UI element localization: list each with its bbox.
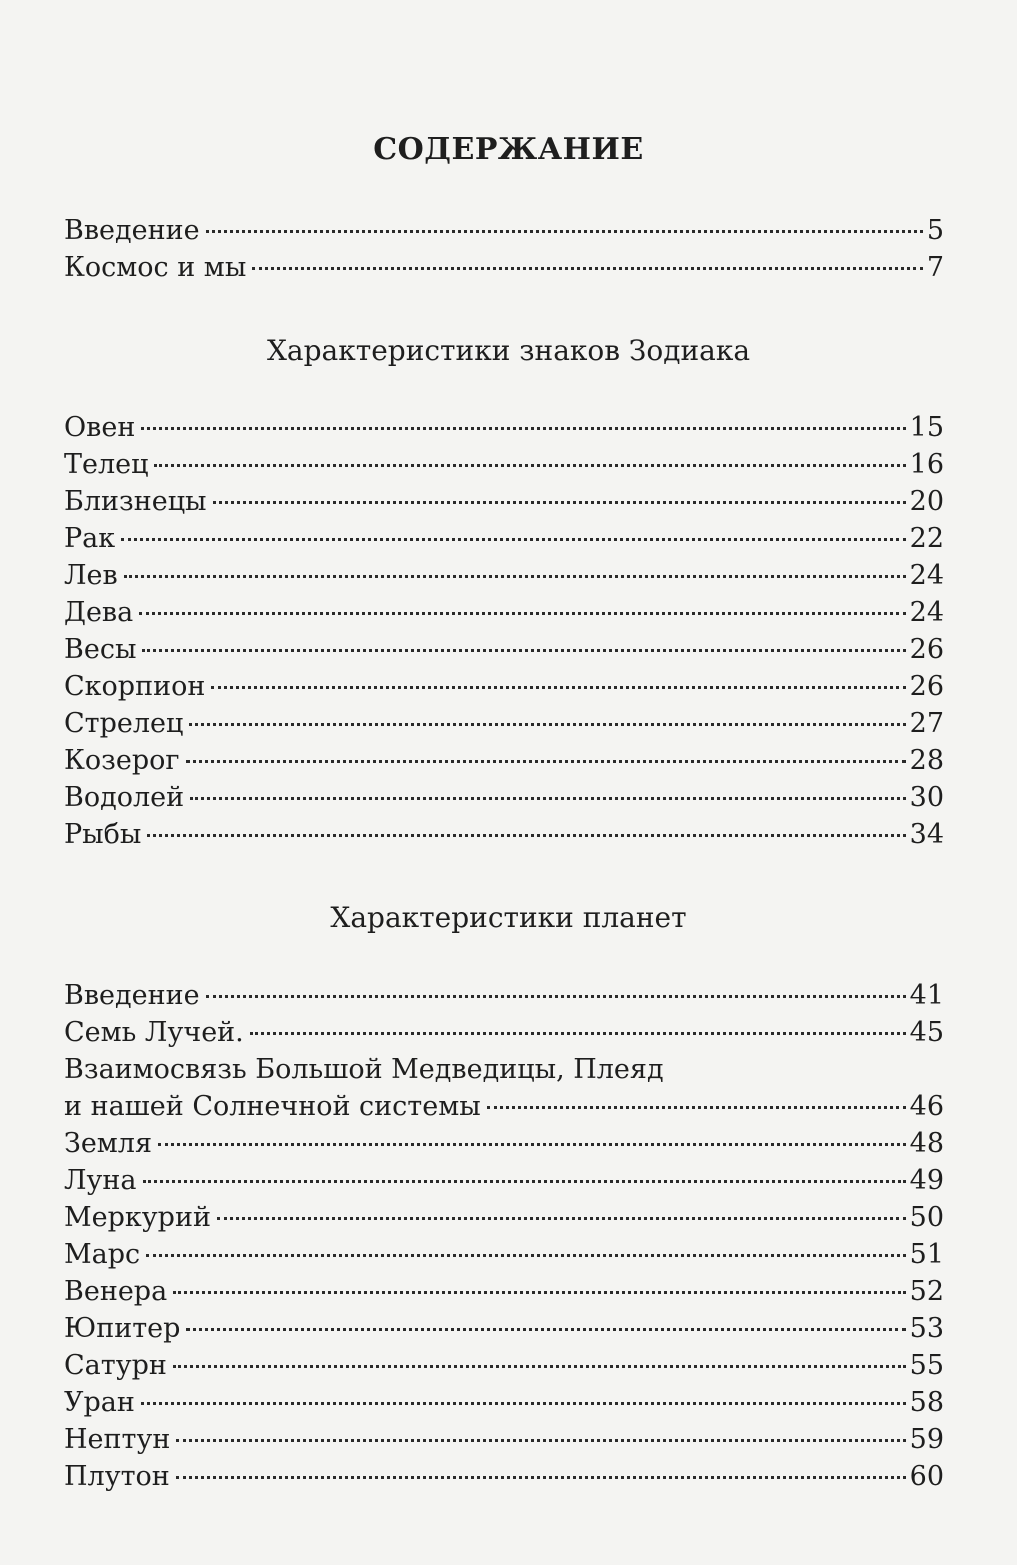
toc-entry-label: Плутон bbox=[64, 1461, 170, 1492]
toc-entry-page: 46 bbox=[909, 1091, 944, 1122]
toc-entry-page: 34 bbox=[909, 819, 944, 850]
planets-toc-list bbox=[64, 977, 944, 1495]
toc-entry[interactable] bbox=[64, 1162, 944, 1199]
dot-leader bbox=[141, 427, 905, 430]
toc-entry-label: Водолей bbox=[64, 782, 185, 813]
toc-entry[interactable] bbox=[64, 816, 944, 853]
toc-entry-page: 15 bbox=[909, 412, 944, 443]
toc-entry-label: Марс bbox=[64, 1239, 141, 1270]
toc-entry-label: Нептун bbox=[64, 1424, 171, 1455]
toc-entry-page: 50 bbox=[909, 1202, 944, 1233]
toc-entry-page: 26 bbox=[909, 634, 944, 665]
toc-entry-label: Скорпион bbox=[64, 671, 206, 702]
dot-leader bbox=[146, 1254, 905, 1257]
toc-entry-page: 59 bbox=[909, 1424, 944, 1455]
dot-leader bbox=[189, 723, 905, 726]
zodiac-toc-list bbox=[64, 409, 944, 853]
toc-entry-label: Космос и мы bbox=[64, 252, 247, 283]
toc-entry[interactable] bbox=[64, 1384, 944, 1421]
dot-leader bbox=[139, 612, 905, 615]
toc-entry-label: Рыбы bbox=[64, 819, 142, 850]
toc-entry-label: Юпитер bbox=[64, 1313, 181, 1344]
toc-entry-page: 24 bbox=[909, 597, 944, 628]
dot-leader bbox=[206, 995, 906, 998]
toc-entry-page: 55 bbox=[909, 1350, 944, 1381]
toc-entry-label: Введение bbox=[64, 215, 200, 246]
toc-entry-page: 26 bbox=[909, 671, 944, 702]
toc-entry-page: 28 bbox=[909, 745, 944, 776]
toc-entry-page: 30 bbox=[909, 782, 944, 813]
toc-entry-page: 48 bbox=[909, 1128, 944, 1159]
dot-leader bbox=[176, 1439, 905, 1442]
toc-entry[interactable] bbox=[64, 1125, 944, 1162]
toc-entry-label: Весы bbox=[64, 634, 137, 665]
toc-entry[interactable] bbox=[64, 1458, 944, 1495]
toc-entry[interactable] bbox=[64, 1236, 944, 1273]
toc-entry-label: Козерог bbox=[64, 745, 180, 776]
dot-leader bbox=[211, 686, 905, 689]
toc-entry-label: Земля bbox=[64, 1128, 152, 1159]
dot-leader bbox=[143, 1180, 906, 1183]
zodiac-section-title: Характеристики знаков Зодиака bbox=[266, 334, 751, 367]
toc-entry[interactable] bbox=[64, 1199, 944, 1236]
page-title: СОДЕРЖАНИЕ bbox=[373, 132, 644, 167]
toc-entry-page: 16 bbox=[909, 449, 944, 480]
toc-entry[interactable] bbox=[64, 557, 944, 594]
toc-entry-label: Семь Лучей. bbox=[64, 1017, 244, 1048]
toc-entry-label: Рак bbox=[64, 523, 116, 554]
intro-toc-list bbox=[64, 212, 944, 286]
toc-entry-label: Дева bbox=[64, 597, 134, 628]
dot-leader bbox=[173, 1365, 906, 1368]
toc-entry-page: 24 bbox=[909, 560, 944, 591]
toc-entry-label: Венера bbox=[64, 1276, 168, 1307]
toc-entry-label: Сатурн bbox=[64, 1350, 167, 1381]
toc-entry-label-line1: Взаимосвязь Большой Медведицы, Плеяд bbox=[64, 1054, 664, 1085]
toc-entry[interactable] bbox=[64, 1273, 944, 1310]
dot-leader bbox=[206, 230, 923, 233]
toc-entry[interactable] bbox=[64, 594, 944, 631]
dot-leader bbox=[250, 1032, 906, 1035]
toc-entry-page: 52 bbox=[909, 1276, 944, 1307]
dot-leader bbox=[213, 501, 906, 504]
dot-leader bbox=[173, 1291, 905, 1294]
toc-entry-label: Луна bbox=[64, 1165, 137, 1196]
dot-leader bbox=[121, 538, 906, 541]
toc-entry[interactable] bbox=[64, 446, 944, 483]
toc-entry[interactable] bbox=[64, 977, 944, 1014]
toc-entry[interactable] bbox=[64, 779, 944, 816]
dot-leader bbox=[147, 834, 905, 837]
toc-entry-page: 27 bbox=[909, 708, 944, 739]
toc-entry-label: Близнецы bbox=[64, 486, 207, 517]
toc-entry[interactable] bbox=[64, 520, 944, 557]
dot-leader bbox=[176, 1476, 906, 1479]
dot-leader bbox=[142, 649, 905, 652]
planets-section-title: Характеристики планет bbox=[330, 901, 687, 934]
toc-entry-page: 51 bbox=[909, 1239, 944, 1270]
dot-leader bbox=[158, 1143, 906, 1146]
toc-entry-label: Введение bbox=[64, 980, 200, 1011]
toc-entry-page: 41 bbox=[909, 980, 944, 1011]
toc-entry-label: и нашей Солнечной системы bbox=[64, 1091, 481, 1122]
toc-entry-page: 60 bbox=[909, 1461, 944, 1492]
toc-entry-page: 7 bbox=[926, 252, 944, 283]
toc-entry-label: Стрелец bbox=[64, 708, 184, 739]
dot-leader bbox=[487, 1106, 906, 1109]
toc-entry-page: 49 bbox=[909, 1165, 944, 1196]
dot-leader bbox=[186, 1328, 905, 1331]
toc-entry-page: 22 bbox=[909, 523, 944, 554]
dot-leader bbox=[186, 760, 906, 763]
dot-leader bbox=[190, 797, 906, 800]
toc-entry[interactable] bbox=[64, 705, 944, 742]
toc-entry[interactable] bbox=[64, 668, 944, 705]
toc-entry-label: Меркурий bbox=[64, 1202, 211, 1233]
toc-entry[interactable] bbox=[64, 212, 944, 249]
toc-entry-page: 5 bbox=[926, 215, 944, 246]
dot-leader bbox=[252, 267, 923, 270]
dot-leader bbox=[124, 575, 906, 578]
toc-entry-label: Лев bbox=[64, 560, 118, 591]
toc-entry[interactable] bbox=[64, 1347, 944, 1384]
toc-entry-page: 20 bbox=[909, 486, 944, 517]
toc-entry[interactable] bbox=[64, 1051, 944, 1125]
toc-entry[interactable] bbox=[64, 249, 944, 286]
toc-entry-label: Телец bbox=[64, 449, 149, 480]
toc-entry[interactable] bbox=[64, 1421, 944, 1458]
toc-entry[interactable] bbox=[64, 483, 944, 520]
toc-entry[interactable] bbox=[64, 742, 944, 779]
toc-entry-page: 58 bbox=[909, 1387, 944, 1418]
toc-entry-page: 45 bbox=[909, 1017, 944, 1048]
toc-entry-label: Овен bbox=[64, 412, 136, 443]
toc-entry[interactable] bbox=[64, 1014, 944, 1051]
toc-entry-label: Уран bbox=[64, 1387, 135, 1418]
dot-leader bbox=[141, 1402, 906, 1405]
toc-entry-page: 53 bbox=[909, 1313, 944, 1344]
toc-entry[interactable] bbox=[64, 1310, 944, 1347]
toc-entry[interactable] bbox=[64, 631, 944, 668]
dot-leader bbox=[154, 464, 905, 467]
toc-entry[interactable] bbox=[64, 409, 944, 446]
dot-leader bbox=[217, 1217, 906, 1220]
